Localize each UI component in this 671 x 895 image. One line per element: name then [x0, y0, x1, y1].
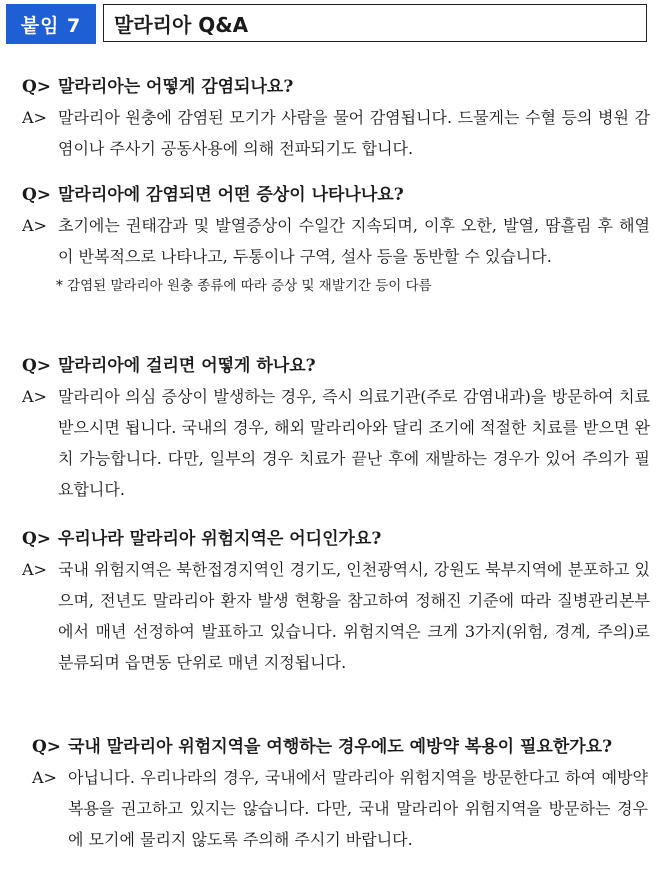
answer-marker: A>	[32, 768, 57, 787]
question-marker: Q>	[32, 737, 62, 757]
answer-marker: A>	[22, 216, 47, 235]
qa-item-3	[22, 351, 650, 505]
answer-text: 국내 위험지역은 북한접경지역인 경기도, 인천광역시, 강원도 북부지역에 분포하고 있으며, 전년도 말라리아 환자 발생 현황을 참고하여 정해진 기준에 따라 질병관리본부에서 매년 선정하여 발표하고 있습니다. 위험지역은 크게 3가지(위험, 경계, 주의)로 분류되며 읍면동 단위로 매년 지정됩니다.	[58, 560, 650, 672]
question	[22, 524, 650, 554]
question-text: 말라리아는 어떻게 감염되나요?	[58, 77, 294, 97]
question	[22, 180, 650, 210]
question-marker: Q>	[22, 356, 52, 376]
answer-marker: A>	[22, 387, 47, 406]
header	[6, 4, 649, 44]
answer	[22, 210, 650, 272]
question	[32, 732, 648, 762]
footnote: * 감염된 말라리아 원충 종류에 따라 증상 및 재발기간 등이 다름	[56, 278, 432, 294]
page-title: 말라리아 Q&A	[103, 4, 647, 42]
question-text: 말라리아에 감염되면 어떤 증상이 나타나나요?	[58, 185, 404, 205]
question-marker: Q>	[22, 77, 52, 97]
attachment-badge: 붙임 7	[6, 4, 96, 44]
question	[22, 72, 650, 102]
question-marker: Q>	[22, 529, 52, 549]
answer-text: 초기에는 권태감과 및 발열증상이 수일간 지속되며, 이후 오한, 발열, 땀흘림 후 해열이 반복적으로 나타나고, 두통이나 구역, 설사 등을 동반할 수 있습니다.	[58, 216, 650, 266]
question-text: 국내 말라리아 위험지역을 여행하는 경우에도 예방약 복용이 필요한가요?	[68, 737, 613, 757]
answer-text: 말라리아 원충에 감염된 모기가 사람을 물어 감염됩니다. 드물게는 수혈 등의 병원 감염이나 주사기 공동사용에 의해 전파되기도 합니다.	[58, 108, 650, 158]
question-text: 말라리아에 걸리면 어떻게 하나요?	[58, 356, 316, 376]
answer	[22, 381, 650, 505]
answer	[22, 554, 650, 678]
answer-marker: A>	[22, 108, 47, 127]
question-marker: Q>	[22, 185, 52, 205]
question	[22, 351, 650, 381]
answer	[32, 762, 648, 855]
answer	[22, 102, 650, 164]
answer-text: 말라리아 의심 증상이 발생하는 경우, 즉시 의료기관(주로 감염내과)을 방문하여 치료 받으시면 됩니다. 국내의 경우, 해외 말라리아와 달리 조기에 적절한 치료를 받으면 완치 가능합니다. 다만, 일부의 경우 치료가 끝난 후에 재발하는 경우가 있어 주의가 필요합니다.	[58, 387, 650, 499]
qa-item-2	[22, 180, 650, 300]
qa-item-1	[22, 72, 650, 164]
qa-item-4	[22, 524, 650, 678]
answer-marker: A>	[22, 560, 47, 579]
qa-item-5	[32, 732, 648, 855]
question-text: 우리나라 말라리아 위험지역은 어디인가요?	[58, 529, 382, 549]
answer-text: 아닙니다. 우리나라의 경우, 국내에서 말라리아 위험지역을 방문한다고 하여 예방약 복용을 권고하고 있지는 않습니다. 다만, 국내 말라리아 위험지역을 방문하는 경우에 모기에 물리지 않도록 주의해 주시기 바랍니다.	[68, 768, 648, 849]
